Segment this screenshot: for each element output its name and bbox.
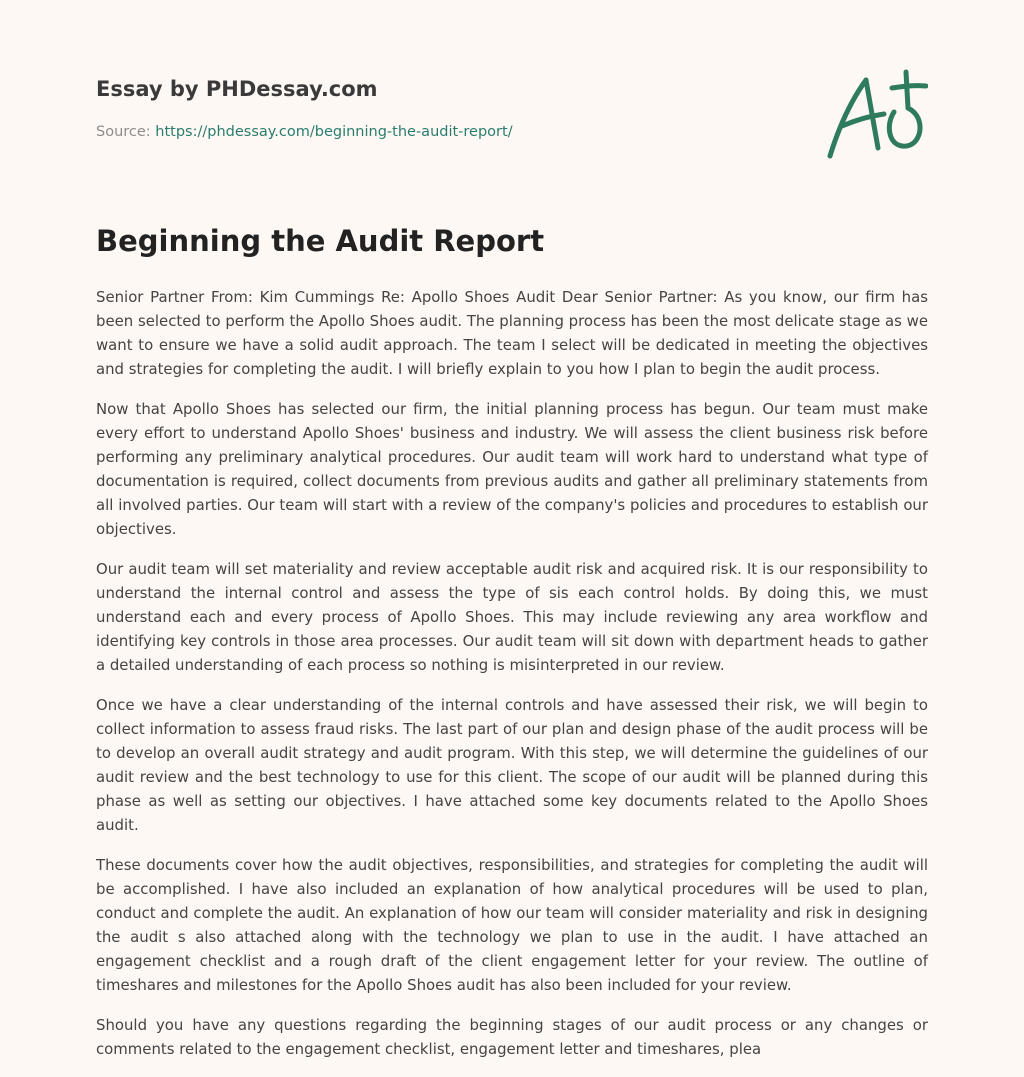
essay-paragraph: Senior Partner From: Kim Cummings Re: Apollo Shoes Audit Dear Senior Partner: As you know, our firm has been selected to perform the Apollo Shoes audit. The planning process has been the most delicate stage as we want to ensure we have a solid audit approach. The team I select will be dedicated in meeting the objectives and strategies for completing the audit. I will briefly explain to you how I plan to begin the audit process. xyxy=(96,288,928,378)
site-brand: Essay by PHDessay.com xyxy=(96,77,378,101)
source-line xyxy=(96,124,513,140)
essay-title: Beginning the Audit Report xyxy=(96,224,545,258)
essay-body xyxy=(96,285,928,1077)
page-header xyxy=(96,74,928,184)
essay-paragraph: Once we have a clear understanding of the internal controls and have assessed their risk, we will begin to collect information to assess fraud risks. The last part of our plan and design phase of the audit process will be to develop an overall audit strategy and audit program. With this step, we will determine the guidelines of our audit review and the best technology to use for this client. The scope of our audit will be planned during this phase as well as setting our objectives. I have attached some key documents related to the Apollo Shoes audit. xyxy=(96,696,928,834)
source-link[interactable]: https://phdessay.com/beginning-the-audit-report/ xyxy=(155,124,513,140)
essay-paragraph: Now that Apollo Shoes has selected our firm, the initial planning process has begun. Our team must make every effort to understand Apollo Shoes' business and industry. We will assess the client business risk before performing any preliminary analytical procedures. Our audit team will work hard to understand what type of documentation is required, collect documents from previous audits and gather all preliminary statements from all involved parties. Our team will start with a review of the company's policies and procedures to establish our objectives. xyxy=(96,400,928,538)
source-label: Source: xyxy=(96,124,151,140)
essay-paragraph: These documents cover how the audit objectives, responsibilities, and strategies for completing the audit will be accomplished. I have also included an explanation of how analytical procedures will be used to plan, conduct and complete the audit. An explanation of how our team will consider materiality and risk in designing the audit s also attached along with the technology we plan to use in the audit. I have attached an engagement checklist and a rough draft of the client engagement letter for your review. The outline of timeshares and milestones for the Apollo Shoes audit has also been included for your review. xyxy=(96,856,928,994)
a-plus-logo-icon xyxy=(824,68,928,164)
essay-paragraph: Our audit team will set materiality and review acceptable audit risk and acquired risk. It is our responsibility to understand the internal control and assess the type of sis each control holds. By doing this, we must understand each and every process of Apollo Shoes. This may include reviewing any area workflow and identifying key controls in those area processes. Our audit team will sit down with department heads to gather a detailed understanding of each process so nothing is misinterpreted in our review. xyxy=(96,560,928,674)
essay-paragraph: Should you have any questions regarding the beginning stages of our audit process or any changes or comments related to the engagement checklist, engagement letter and timeshares, plea xyxy=(96,1016,928,1058)
